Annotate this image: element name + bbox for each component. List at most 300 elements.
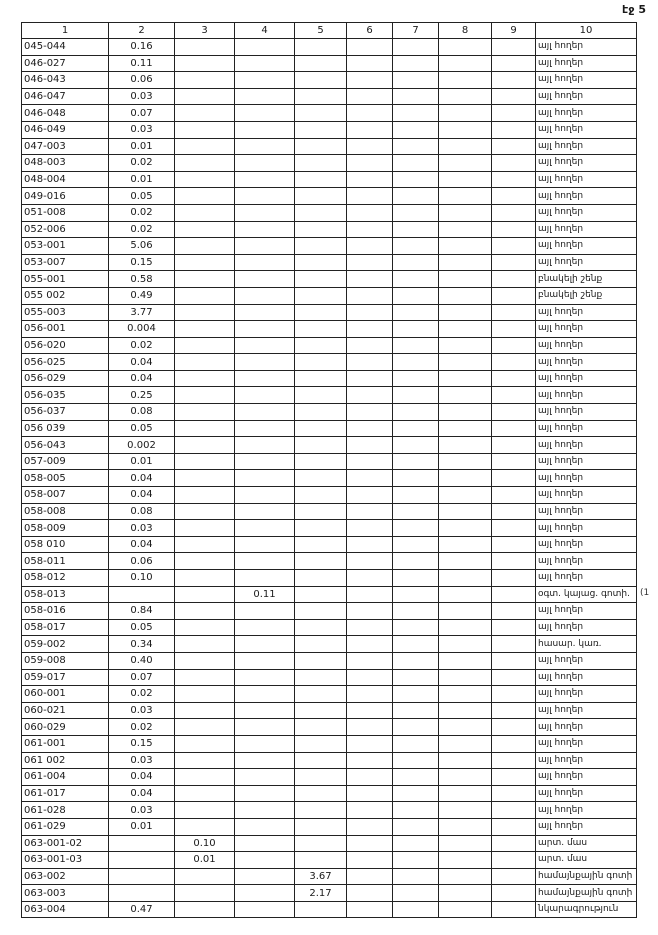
parcel-code-cell: 063-003	[22, 885, 109, 902]
value-cell	[347, 835, 393, 852]
value-cell	[235, 553, 295, 570]
value-cell	[175, 470, 235, 487]
value-cell	[347, 321, 393, 338]
value-cell	[393, 39, 439, 56]
table-row	[22, 503, 637, 520]
table-row	[22, 420, 637, 437]
value-cell	[439, 719, 492, 736]
value-cell	[393, 105, 439, 122]
margin-mark: (1	[640, 588, 650, 598]
value-cell	[295, 188, 347, 205]
value-cell	[393, 901, 439, 918]
table-row	[22, 55, 637, 72]
area-cell: 0.07	[109, 105, 175, 122]
value-cell	[175, 520, 235, 537]
value-cell	[295, 802, 347, 819]
value-cell	[347, 603, 393, 620]
value-cell	[492, 138, 536, 155]
parcel-code-cell: 046-027	[22, 55, 109, 72]
value-cell	[393, 785, 439, 802]
land-use-cell: այլ հողեր	[536, 420, 637, 437]
area-cell: 0.11	[109, 55, 175, 72]
value-cell	[492, 835, 536, 852]
parcel-code-cell: 051-008	[22, 204, 109, 221]
value-cell	[347, 553, 393, 570]
area-cell: 0.04	[109, 536, 175, 553]
table-row	[22, 586, 637, 603]
value-cell	[235, 669, 295, 686]
value-cell	[175, 88, 235, 105]
value-cell	[175, 487, 235, 504]
value-cell	[393, 835, 439, 852]
parcel-code-cell: 058-007	[22, 487, 109, 504]
value-cell	[492, 188, 536, 205]
area-cell: 0.49	[109, 287, 175, 304]
value-cell	[235, 238, 295, 255]
value-cell	[235, 520, 295, 537]
value-cell	[295, 238, 347, 255]
value-cell	[235, 652, 295, 669]
table-row	[22, 885, 637, 902]
value-cell	[393, 570, 439, 587]
land-use-cell: նկարագրություն	[536, 901, 637, 918]
value-cell	[347, 470, 393, 487]
value-cell	[295, 818, 347, 835]
land-use-cell: այլ հողեր	[536, 553, 637, 570]
area-cell: 0.03	[109, 752, 175, 769]
value-cell	[175, 271, 235, 288]
table-row	[22, 354, 637, 371]
value-cell	[295, 55, 347, 72]
value-cell	[439, 337, 492, 354]
value-cell	[439, 652, 492, 669]
value-cell	[439, 586, 492, 603]
value-cell	[347, 254, 393, 271]
value-cell	[295, 72, 347, 89]
value-cell	[295, 453, 347, 470]
table-row	[22, 570, 637, 587]
land-use-cell: այլ հողեր	[536, 702, 637, 719]
area-cell	[109, 852, 175, 869]
value-cell	[175, 702, 235, 719]
value-cell	[492, 254, 536, 271]
value-cell	[439, 619, 492, 636]
value-cell	[492, 669, 536, 686]
area-cell: 0.03	[109, 802, 175, 819]
land-register-table	[21, 22, 637, 918]
value-cell	[393, 155, 439, 172]
value-cell	[175, 570, 235, 587]
area-cell: 0.04	[109, 487, 175, 504]
land-use-cell: այլ հողեր	[536, 752, 637, 769]
value-cell	[295, 735, 347, 752]
value-cell	[393, 304, 439, 321]
value-cell	[492, 55, 536, 72]
value-cell	[439, 437, 492, 454]
value-cell	[439, 171, 492, 188]
land-use-cell: այլ հողեր	[536, 105, 637, 122]
table-row	[22, 105, 637, 122]
value-cell	[492, 652, 536, 669]
value-cell	[439, 254, 492, 271]
value-cell	[235, 885, 295, 902]
parcel-code-cell: 058-017	[22, 619, 109, 636]
parcel-code-cell: 061-017	[22, 785, 109, 802]
area-cell: 0.01	[109, 453, 175, 470]
value-cell	[492, 802, 536, 819]
value-cell	[492, 636, 536, 653]
table-row	[22, 387, 637, 404]
value-cell	[393, 354, 439, 371]
parcel-code-cell: 055-003	[22, 304, 109, 321]
value-cell	[347, 370, 393, 387]
table-row	[22, 321, 637, 338]
value-cell	[235, 603, 295, 620]
value-cell	[347, 55, 393, 72]
table-row	[22, 702, 637, 719]
value-cell	[393, 470, 439, 487]
value-cell	[393, 503, 439, 520]
value-cell	[347, 304, 393, 321]
area-cell: 0.04	[109, 354, 175, 371]
parcel-code-cell: 059-002	[22, 636, 109, 653]
value-cell	[347, 88, 393, 105]
value-cell	[295, 603, 347, 620]
value-cell	[235, 619, 295, 636]
value-cell	[492, 287, 536, 304]
table-row	[22, 553, 637, 570]
value-cell	[295, 404, 347, 421]
value-cell	[175, 503, 235, 520]
value-cell	[492, 752, 536, 769]
value-cell	[175, 72, 235, 89]
land-use-cell: այլ հողեր	[536, 503, 637, 520]
parcel-code-cell: 056-001	[22, 321, 109, 338]
value-cell	[295, 785, 347, 802]
table-row	[22, 171, 637, 188]
land-use-cell: արտ. մաս	[536, 835, 637, 852]
table-row	[22, 652, 637, 669]
area-cell: 0.02	[109, 337, 175, 354]
value-cell	[235, 304, 295, 321]
area-cell: 0.002	[109, 437, 175, 454]
value-cell	[235, 354, 295, 371]
parcel-code-cell: 059-008	[22, 652, 109, 669]
value-cell	[347, 885, 393, 902]
land-use-cell: համայնքային գոտի	[536, 885, 637, 902]
value-cell	[295, 138, 347, 155]
land-use-cell: այլ հողեր	[536, 304, 637, 321]
value-cell	[492, 88, 536, 105]
value-cell	[347, 686, 393, 703]
value-cell	[235, 105, 295, 122]
area-cell	[109, 885, 175, 902]
area-cell: 0.58	[109, 271, 175, 288]
parcel-code-cell: 055-001	[22, 271, 109, 288]
parcel-code-cell: 063-002	[22, 868, 109, 885]
value-cell	[235, 370, 295, 387]
value-cell	[295, 752, 347, 769]
parcel-code-cell: 058-005	[22, 470, 109, 487]
value-cell	[347, 287, 393, 304]
parcel-code-cell: 056-035	[22, 387, 109, 404]
table-row	[22, 337, 637, 354]
value-cell	[235, 470, 295, 487]
land-use-cell: այլ հողեր	[536, 719, 637, 736]
value-cell	[492, 487, 536, 504]
table-row	[22, 802, 637, 819]
land-use-cell: այլ հողեր	[536, 188, 637, 205]
value-cell	[439, 520, 492, 537]
value-cell	[492, 39, 536, 56]
parcel-code-cell: 058 010	[22, 536, 109, 553]
table-row	[22, 304, 637, 321]
table-row	[22, 735, 637, 752]
value-cell	[347, 901, 393, 918]
value-cell	[492, 370, 536, 387]
area-cell: 0.25	[109, 387, 175, 404]
land-use-cell: այլ հողեր	[536, 254, 637, 271]
value-cell	[175, 188, 235, 205]
value-cell	[492, 354, 536, 371]
value-cell	[347, 785, 393, 802]
value-cell	[235, 72, 295, 89]
value-cell	[393, 404, 439, 421]
value-cell	[347, 586, 393, 603]
column-header-1: 1	[22, 23, 109, 39]
value-cell	[235, 835, 295, 852]
value-cell	[439, 321, 492, 338]
land-use-cell: այլ հողեր	[536, 121, 637, 138]
land-use-cell: այլ հողեր	[536, 735, 637, 752]
value-cell	[439, 72, 492, 89]
value-cell	[175, 321, 235, 338]
value-cell	[235, 686, 295, 703]
value-cell	[175, 39, 235, 56]
value-cell	[347, 72, 393, 89]
value-cell	[393, 121, 439, 138]
value-cell	[393, 387, 439, 404]
land-use-cell: բնակելի շենք	[536, 271, 637, 288]
value-cell	[295, 536, 347, 553]
value-cell	[295, 470, 347, 487]
value-cell	[347, 520, 393, 537]
value-cell	[492, 304, 536, 321]
value-cell	[175, 387, 235, 404]
area-cell: 0.05	[109, 420, 175, 437]
area-cell: 0.15	[109, 735, 175, 752]
value-cell	[347, 238, 393, 255]
parcel-code-cell: 061-029	[22, 818, 109, 835]
value-cell	[439, 536, 492, 553]
value-cell	[492, 769, 536, 786]
value-cell	[295, 719, 347, 736]
table-row	[22, 39, 637, 56]
value-cell	[347, 155, 393, 172]
value-cell: 0.11	[235, 586, 295, 603]
land-use-cell: այլ հողեր	[536, 785, 637, 802]
value-cell	[295, 370, 347, 387]
value-cell	[439, 420, 492, 437]
parcel-code-cell: 053-007	[22, 254, 109, 271]
value-cell	[295, 287, 347, 304]
value-cell	[347, 354, 393, 371]
value-cell	[295, 702, 347, 719]
value-cell	[235, 852, 295, 869]
value-cell	[175, 354, 235, 371]
area-cell: 0.04	[109, 769, 175, 786]
value-cell	[439, 204, 492, 221]
value-cell	[393, 271, 439, 288]
value-cell	[347, 221, 393, 238]
value-cell	[347, 437, 393, 454]
value-cell	[492, 785, 536, 802]
area-cell: 0.06	[109, 553, 175, 570]
value-cell	[439, 885, 492, 902]
area-cell: 0.01	[109, 818, 175, 835]
value-cell	[347, 171, 393, 188]
land-use-cell: այլ հողեր	[536, 536, 637, 553]
value-cell	[393, 321, 439, 338]
area-cell: 0.34	[109, 636, 175, 653]
table-row	[22, 686, 637, 703]
value-cell	[393, 171, 439, 188]
value-cell	[439, 121, 492, 138]
parcel-code-cell: 063-004	[22, 901, 109, 918]
value-cell	[235, 171, 295, 188]
value-cell	[393, 420, 439, 437]
value-cell	[393, 370, 439, 387]
table-row	[22, 437, 637, 454]
value-cell	[295, 835, 347, 852]
value-cell	[492, 105, 536, 122]
parcel-code-cell: 053-001	[22, 238, 109, 255]
value-cell	[439, 669, 492, 686]
parcel-code-cell: 052-006	[22, 221, 109, 238]
column-header-6: 6	[347, 23, 393, 39]
table-row	[22, 619, 637, 636]
value-cell	[393, 55, 439, 72]
table-row	[22, 603, 637, 620]
value-cell	[439, 686, 492, 703]
column-header-4: 4	[235, 23, 295, 39]
table-row	[22, 636, 637, 653]
value-cell	[439, 387, 492, 404]
parcel-code-cell: 056-043	[22, 437, 109, 454]
value-cell	[295, 88, 347, 105]
table-row	[22, 221, 637, 238]
value-cell	[439, 835, 492, 852]
land-use-cell: այլ հողեր	[536, 155, 637, 172]
value-cell	[295, 204, 347, 221]
value-cell	[439, 470, 492, 487]
land-use-cell: այլ հողեր	[536, 453, 637, 470]
value-cell	[235, 802, 295, 819]
value-cell	[295, 354, 347, 371]
value-cell	[175, 735, 235, 752]
table-row	[22, 404, 637, 421]
value-cell	[175, 370, 235, 387]
value-cell	[492, 702, 536, 719]
parcel-code-cell: 046-049	[22, 121, 109, 138]
land-use-cell: այլ հողեր	[536, 221, 637, 238]
value-cell: 0.10	[175, 835, 235, 852]
value-cell	[295, 304, 347, 321]
value-cell	[235, 503, 295, 520]
value-cell	[347, 818, 393, 835]
value-cell	[235, 138, 295, 155]
area-cell: 0.04	[109, 470, 175, 487]
area-cell: 0.004	[109, 321, 175, 338]
value-cell	[492, 238, 536, 255]
value-cell	[175, 785, 235, 802]
value-cell	[439, 702, 492, 719]
value-cell	[492, 619, 536, 636]
value-cell	[175, 752, 235, 769]
area-cell: 0.02	[109, 155, 175, 172]
table-row	[22, 470, 637, 487]
value-cell	[492, 404, 536, 421]
table-row	[22, 238, 637, 255]
area-cell: 0.02	[109, 686, 175, 703]
value-cell: 3.67	[295, 868, 347, 885]
value-cell	[492, 852, 536, 869]
value-cell	[492, 121, 536, 138]
value-cell	[235, 570, 295, 587]
value-cell	[235, 818, 295, 835]
value-cell	[175, 901, 235, 918]
value-cell	[393, 238, 439, 255]
parcel-code-cell: 056-029	[22, 370, 109, 387]
area-cell: 0.08	[109, 503, 175, 520]
value-cell	[347, 702, 393, 719]
land-use-cell: այլ հողեր	[536, 72, 637, 89]
value-cell	[175, 138, 235, 155]
value-cell	[175, 652, 235, 669]
value-cell	[295, 437, 347, 454]
value-cell	[347, 669, 393, 686]
value-cell	[175, 55, 235, 72]
value-cell	[347, 503, 393, 520]
value-cell	[439, 39, 492, 56]
value-cell	[393, 686, 439, 703]
table-row	[22, 769, 637, 786]
value-cell	[393, 487, 439, 504]
area-cell: 0.01	[109, 171, 175, 188]
value-cell	[235, 221, 295, 238]
value-cell	[393, 204, 439, 221]
land-use-cell: այլ հողեր	[536, 321, 637, 338]
value-cell: 2.17	[295, 885, 347, 902]
land-use-cell: այլ հողեր	[536, 487, 637, 504]
value-cell	[347, 188, 393, 205]
value-cell	[175, 238, 235, 255]
value-cell	[235, 88, 295, 105]
value-cell	[393, 802, 439, 819]
parcel-code-cell: 060-029	[22, 719, 109, 736]
value-cell	[347, 652, 393, 669]
value-cell	[492, 885, 536, 902]
parcel-code-cell: 058-016	[22, 603, 109, 620]
value-cell	[439, 105, 492, 122]
parcel-code-cell: 061-004	[22, 769, 109, 786]
value-cell	[175, 121, 235, 138]
value-cell	[295, 669, 347, 686]
area-cell: 3.77	[109, 304, 175, 321]
value-cell	[393, 88, 439, 105]
value-cell	[295, 769, 347, 786]
value-cell	[492, 586, 536, 603]
